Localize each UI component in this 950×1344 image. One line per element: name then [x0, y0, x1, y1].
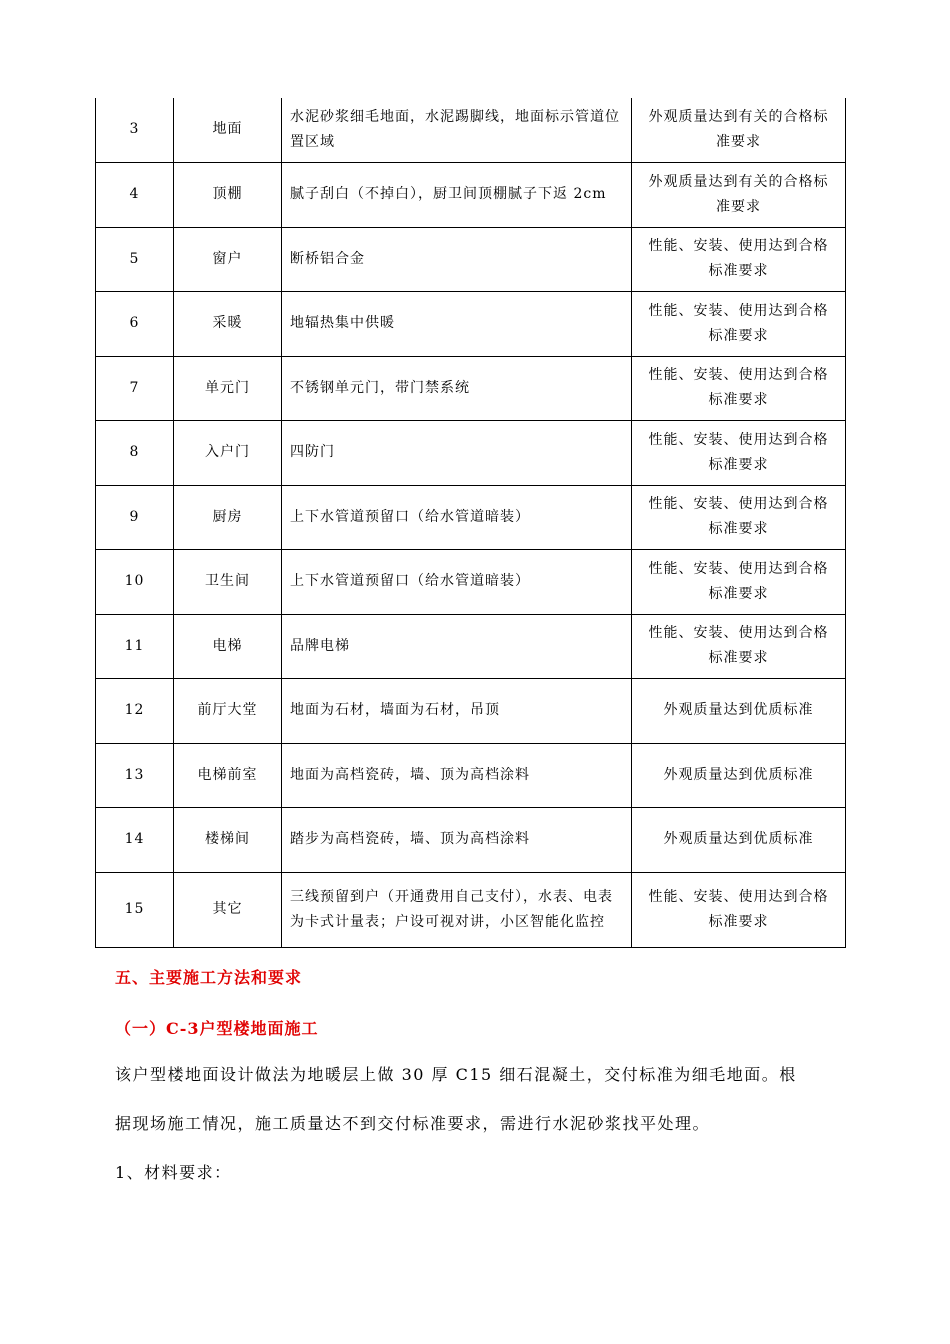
row-number: 13 — [96, 743, 174, 807]
row-standard: 性能、安装、使用达到合格标准要求 — [632, 356, 846, 420]
row-item-name: 单元门 — [174, 356, 282, 420]
row-content: 四防门 — [282, 420, 632, 485]
table-row — [96, 291, 846, 356]
row-content: 地面为高档瓷砖，墙、顶为高档涂料 — [282, 743, 632, 807]
row-number: 14 — [96, 807, 174, 872]
row-item-name: 前厅大堂 — [174, 678, 282, 743]
row-content: 品牌电梯 — [282, 614, 632, 678]
row-number: 6 — [96, 291, 174, 356]
row-item-name: 窗户 — [174, 227, 282, 291]
row-number: 10 — [96, 549, 174, 614]
row-standard: 外观质量达到有关的合格标准要求 — [632, 98, 846, 162]
row-standard: 外观质量达到有关的合格标准要求 — [632, 162, 846, 227]
row-content: 断桥铝合金 — [282, 227, 632, 291]
row-content: 踏步为高档瓷砖，墙、顶为高档涂料 — [282, 807, 632, 872]
paragraph-line-2: 据现场施工情况，施工质量达不到交付标准要求，需进行水泥砂浆找平处理。 — [115, 1114, 711, 1133]
row-content: 水泥砂浆细毛地面，水泥踢脚线，地面标示管道位置区域 — [282, 98, 632, 162]
row-number: 9 — [96, 485, 174, 549]
row-number: 5 — [96, 227, 174, 291]
row-number: 11 — [96, 614, 174, 678]
row-standard: 性能、安装、使用达到合格标准要求 — [632, 227, 846, 291]
row-standard: 性能、安装、使用达到合格标准要求 — [632, 549, 846, 614]
table-row — [96, 743, 846, 807]
table-row — [96, 807, 846, 872]
row-standard: 外观质量达到优质标准 — [632, 743, 846, 807]
row-content: 不锈钢单元门，带门禁系统 — [282, 356, 632, 420]
row-standard: 外观质量达到优质标准 — [632, 678, 846, 743]
row-number: 15 — [96, 872, 174, 947]
table-row — [96, 162, 846, 227]
row-number: 7 — [96, 356, 174, 420]
row-standard: 性能、安装、使用达到合格标准要求 — [632, 420, 846, 485]
row-item-name: 电梯前室 — [174, 743, 282, 807]
row-content: 腻子刮白（不掉白），厨卫间顶棚腻子下返 2cm — [282, 162, 632, 227]
row-item-name: 其它 — [174, 872, 282, 947]
table-row — [96, 872, 846, 947]
table-row — [96, 356, 846, 420]
table-row — [96, 420, 846, 485]
table-row — [96, 98, 846, 162]
row-item-name: 厨房 — [174, 485, 282, 549]
row-item-name: 入户门 — [174, 420, 282, 485]
row-content: 地辐热集中供暖 — [282, 291, 632, 356]
row-item-name: 卫生间 — [174, 549, 282, 614]
row-standard: 性能、安装、使用达到合格标准要求 — [632, 485, 846, 549]
spec-table-body — [96, 98, 846, 947]
table-row — [96, 678, 846, 743]
row-number: 3 — [96, 98, 174, 162]
row-content: 三线预留到户（开通费用自己支付），水表、电表为卡式计量表；户设可视对讲，小区智能化监控 — [282, 872, 632, 947]
section-subheading: （一）C-3户型楼地面施工 — [115, 1019, 319, 1038]
table-row — [96, 614, 846, 678]
section-heading: 五、主要施工方法和要求 — [115, 968, 303, 987]
paragraph-line-1: 该户型楼地面设计做法为地暖层上做 30 厚 C15 细石混凝土，交付标准为细毛地面。根 — [115, 1065, 797, 1084]
row-item-name: 楼梯间 — [174, 807, 282, 872]
row-item-name: 采暖 — [174, 291, 282, 356]
row-number: 8 — [96, 420, 174, 485]
list-item-materials: 1、材料要求： — [115, 1163, 232, 1182]
row-content: 上下水管道预留口（给水管道暗装） — [282, 549, 632, 614]
row-standard: 性能、安装、使用达到合格标准要求 — [632, 872, 846, 947]
row-standard: 外观质量达到优质标准 — [632, 807, 846, 872]
row-content: 上下水管道预留口（给水管道暗装） — [282, 485, 632, 549]
row-item-name: 电梯 — [174, 614, 282, 678]
row-number: 4 — [96, 162, 174, 227]
row-standard: 性能、安装、使用达到合格标准要求 — [632, 614, 846, 678]
table-row — [96, 227, 846, 291]
table-row — [96, 485, 846, 549]
table-row — [96, 549, 846, 614]
row-number: 12 — [96, 678, 174, 743]
row-item-name: 顶棚 — [174, 162, 282, 227]
row-item-name: 地面 — [174, 98, 282, 162]
spec-table — [95, 98, 846, 948]
row-standard: 性能、安装、使用达到合格标准要求 — [632, 291, 846, 356]
row-content: 地面为石材，墙面为石材，吊顶 — [282, 678, 632, 743]
